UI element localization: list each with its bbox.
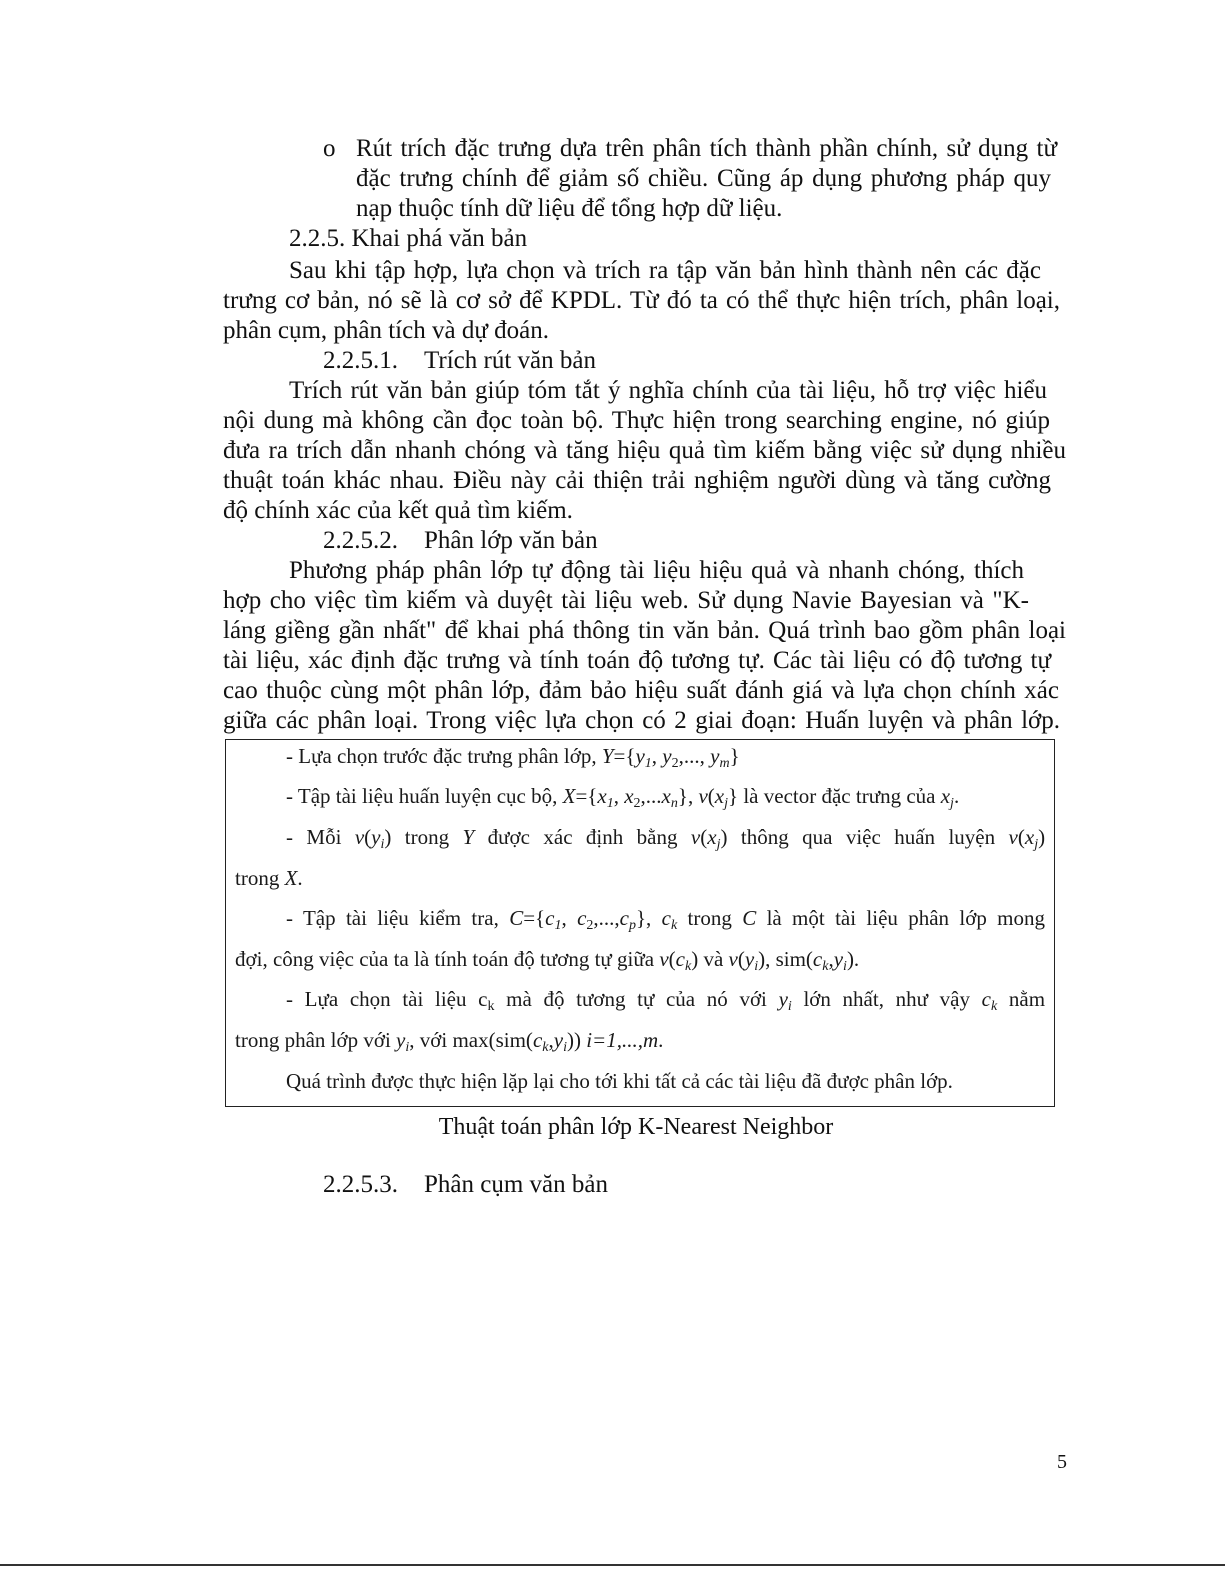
algo-step-4: - Tập tài liệu kiểm tra, $C=\{c_1$, $c_2,...,c_p$}, $c_k$ trong C là một tài liệu phân lớp mong [286,906,1046,933]
algo-step-3-text-d: thông qua việc huấn luyện [740,825,996,849]
section-number: 2.2.5.3. [323,1171,398,1198]
algo-step-4-cont: đợi, công việc của ta là tính toán độ tương tự giữa $v(c_k)$ và $v(y_i)$, $sim(c_k,y_i)$. [235,947,860,974]
algo-step-5-cont-b: với $\max(sim(c_k,y_i))$ [419,1028,581,1055]
para3-line-2: hợp cho việc tìm kiếm và duyệt tài liệu web. Sử dụng Navie Bayesian và "K- [223,587,1029,614]
section-heading-2-2-5: 2.2.5. Khai phá văn bản [289,225,528,252]
algo-step-1: - Lựa chọn trước đặc trưng phân lớp, $Y=\{y_1$, $y_2$,..., $y_m$} [286,744,740,771]
para2-line-4: thuật toán khác nhau. Điều này cải thiện trải nghiệm người dùng và tăng cường [223,467,1051,494]
algo-formula-x: X [562,784,576,808]
algo-step-5-text-c: lớn nhất, như vậy [803,987,970,1011]
algo-step-5-cont-a: trong phân lớp với [235,1028,391,1052]
algo-step-3-text-b: trong [404,825,450,849]
bullet-line-2: đặc trưng chính để giảm số chiều. Cũng áp dụng phương pháp quy [356,165,1051,192]
section-heading-2-2-5-3 [323,1170,608,1200]
algo-step-5-text-b: mà độ tương tự của nó với [506,987,767,1011]
bullet-mark: o [323,135,336,162]
algorithm-box [225,739,1055,1107]
algo-step-2-text: - Tập tài liệu huấn luyện cục bộ, [286,784,558,808]
section-heading-2-2-5-1 [323,346,596,376]
algo-step-4-text-c: là một tài liệu phân lớp mong [766,906,1046,930]
algo-step-5-text-a: - Lựa chọn tài liệu [286,987,467,1011]
bottom-rule [0,1564,1225,1566]
algo-step-2-text-b: là vector đặc trưng của [743,784,936,808]
para2-line-2: nội dung mà không cần đọc toàn bộ. Thực hiện trong searching engine, nó giúp [223,407,1050,434]
algo-step-2: - Tập tài liệu huấn luyện cục bộ, $X=\{x_1$, $x_2,...x_n$}, $v(x_j\}$ là vector đặc trưng của $x_j$. [286,784,960,811]
algo-step-1-text: - Lựa chọn trước đặc trưng phân lớp, [286,744,597,768]
bullet-line-1: Rút trích đặc trưng dựa trên phân tích thành phần chính, sử dụng từ [356,135,1057,162]
section-title: Trích rút văn bản [424,347,596,374]
algo-step-6: Quá trình được thực hiện lặp lại cho tới khi tất cả các tài liệu đã được phân lớp. [286,1069,953,1093]
section-title: Phân cụm văn bản [424,1171,608,1198]
algo-step-3-cont-text: trong [235,866,280,890]
para3-line-1: Phương pháp phân lớp tự động tài liệu hiệu quả và nhanh chóng, thích [289,557,1024,584]
section-heading-2-2-5-2 [323,526,598,556]
algo-formula-y: Y [601,744,614,768]
algo-step-3-text-c: được xác định bằng [487,825,678,849]
para3-line-3: láng giềng gần nhất" để khai phá thông tin văn bản. Quá trình bao gồm phân loại [223,617,1066,644]
para2-line-3: đưa ra trích dẫn nhanh chóng và tăng hiệu quả tìm kiếm bằng việc sử dụng nhiều [223,437,1066,464]
para1-line-3: phân cụm, phân tích và dự đoán. [223,317,549,344]
para3-line-5: cao thuộc cùng một phân lớp, đảm bảo hiệu suất đánh giá và lựa chọn chính xác [223,677,1059,704]
algo-step-5-text-d: nằm [1008,987,1046,1011]
page-number: 5 [1057,1451,1067,1473]
para2-line-1: Trích rút văn bản giúp tóm tắt ý nghĩa chính của tài liệu, hỗ trợ việc hiểu [289,377,1047,404]
para3-line-6: giữa các phân loại. Trong việc lựa chọn có 2 giai đoạn: Huấn luyện và phân lớp. [223,707,1060,734]
section-title: Phân lớp văn bản [424,527,598,554]
algo-step-4-cont-b: và [703,947,724,971]
bullet-line-3: nạp thuộc tính dữ liệu để tổng hợp dữ liệu. [356,195,783,222]
section-number: 2.2.5.1. [323,347,398,374]
para1-line-1: Sau khi tập hợp, lựa chọn và trích ra tập văn bản hình thành nên các đặc [289,257,1041,284]
algo-step-3: - Mỗi $v(y_i)$ trong Y được xác định bằng $v(x_j)$ thông qua việc huấn luyện $v(x_j)$ [286,825,1046,852]
algo-step-4-text-a: - Tập tài liệu kiểm tra, [286,906,499,930]
para2-line-5: độ chính xác của kết quả tìm kiếm. [223,497,573,524]
algo-step-3-cont: trong X. [235,866,303,890]
algo-step-5-cont-c: i=1,...,m [586,1028,659,1052]
algo-step-4-cont-a: đợi, công việc của ta là tính toán độ tương tự giữa [235,947,655,971]
algo-step-3-text-a: - Mỗi [286,825,342,849]
algo-step-5-cont: trong phân lớp với $y_i$, với $\max(sim(c_k,y_i))$ i=1,...,m. [235,1028,664,1055]
para3-line-4: tài liệu, xác định đặc trưng và tính toán độ tương tự. Các tài liệu có độ tương tự [223,647,1051,674]
algo-step-5: - Lựa chọn tài liệu $c_k$ mà độ tương tự của nó với $y_i$ lớn nhất, như vậy $c_k$ nằm [286,987,1046,1014]
algo-step-4-text-b: trong [687,906,732,930]
section-number: 2.2.5.2. [323,527,398,554]
figure-caption: Thuật toán phân lớp K-Nearest Neighbor [438,1114,834,1140]
para1-line-2: trưng cơ bản, nó sẽ là cơ sở để KPDL. Từ đó ta có thể thực hiện trích, phân loại, [223,287,1060,314]
